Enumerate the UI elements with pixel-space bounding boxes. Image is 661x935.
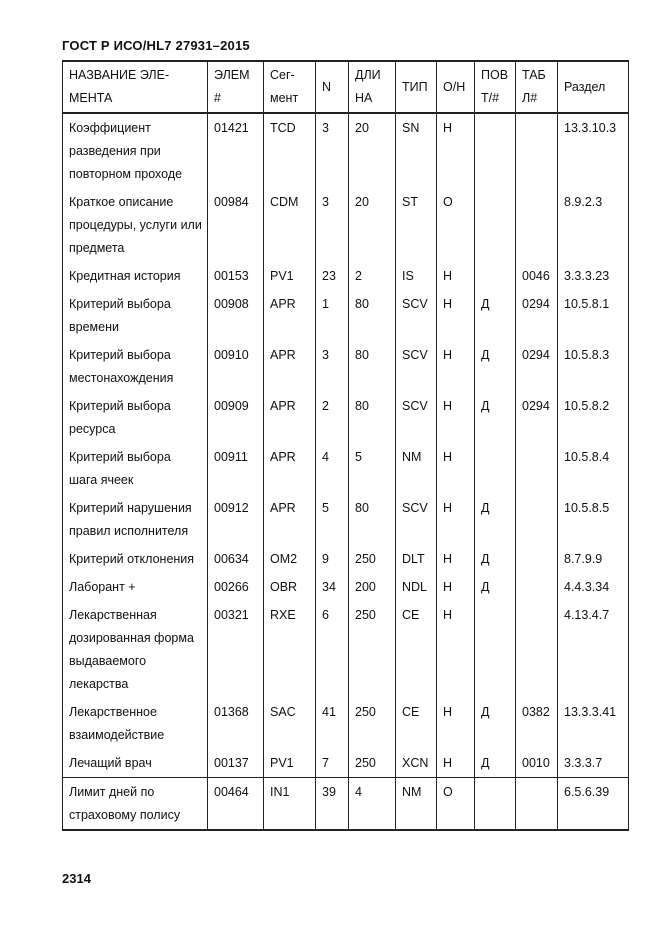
cell-length: 80 xyxy=(349,341,396,392)
cell-elem: 01368 xyxy=(208,698,264,749)
column-header-type: ТИП xyxy=(396,61,437,113)
cell-oh: Н xyxy=(437,749,475,778)
table-row xyxy=(63,749,629,778)
table-row xyxy=(63,188,629,262)
cell-length: 250 xyxy=(349,545,396,573)
cell-repeat: Д xyxy=(475,749,516,778)
cell-n: 3 xyxy=(316,341,349,392)
table-row xyxy=(63,113,629,188)
cell-repeat xyxy=(475,443,516,494)
cell-length: 2 xyxy=(349,262,396,290)
cell-oh: О xyxy=(437,188,475,262)
cell-table: 0294 xyxy=(516,392,558,443)
cell-n: 9 xyxy=(316,545,349,573)
cell-repeat: Д xyxy=(475,545,516,573)
cell-section: 10.5.8.1 xyxy=(558,290,629,341)
cell-table: 0294 xyxy=(516,290,558,341)
cell-name: Кредитная история xyxy=(63,262,208,290)
cell-repeat: Д xyxy=(475,494,516,545)
cell-section: 4.4.3.34 xyxy=(558,573,629,601)
elements-table xyxy=(62,60,629,831)
cell-length: 80 xyxy=(349,392,396,443)
cell-repeat: Д xyxy=(475,290,516,341)
cell-elem: 00153 xyxy=(208,262,264,290)
table-header-row xyxy=(63,61,629,113)
cell-name: Критерий нарушения правил исполнителя xyxy=(63,494,208,545)
cell-elem: 00908 xyxy=(208,290,264,341)
cell-table xyxy=(516,188,558,262)
cell-name: Лаборант + xyxy=(63,573,208,601)
cell-elem: 00984 xyxy=(208,188,264,262)
table-row xyxy=(63,778,629,831)
document-title: ГОСТ Р ИСО/HL7 27931–2015 xyxy=(62,38,250,53)
cell-repeat: Д xyxy=(475,392,516,443)
cell-name: Лечащий врач xyxy=(63,749,208,778)
column-header-length: ДЛИ НА xyxy=(349,61,396,113)
cell-segment: PV1 xyxy=(264,262,316,290)
cell-type: SCV xyxy=(396,494,437,545)
column-header-table: ТАБ Л# xyxy=(516,61,558,113)
cell-segment: IN1 xyxy=(264,778,316,831)
cell-section: 3.3.3.7 xyxy=(558,749,629,778)
cell-segment: APR xyxy=(264,494,316,545)
cell-section: 3.3.3.23 xyxy=(558,262,629,290)
cell-section: 13.3.3.41 xyxy=(558,698,629,749)
cell-n: 2 xyxy=(316,392,349,443)
table-row xyxy=(63,573,629,601)
cell-repeat: Д xyxy=(475,341,516,392)
table-row xyxy=(63,494,629,545)
cell-name: Краткое описание процедуры, услуги или предмета xyxy=(63,188,208,262)
cell-segment: PV1 xyxy=(264,749,316,778)
cell-type: NDL xyxy=(396,573,437,601)
cell-table: 0382 xyxy=(516,698,558,749)
table-row xyxy=(63,341,629,392)
cell-segment: APR xyxy=(264,392,316,443)
cell-table xyxy=(516,601,558,698)
cell-name: Критерий отклонения xyxy=(63,545,208,573)
cell-length: 200 xyxy=(349,573,396,601)
cell-segment: APR xyxy=(264,290,316,341)
cell-n: 6 xyxy=(316,601,349,698)
cell-n: 23 xyxy=(316,262,349,290)
cell-type: ST xyxy=(396,188,437,262)
cell-n: 1 xyxy=(316,290,349,341)
cell-type: DLT xyxy=(396,545,437,573)
cell-length: 80 xyxy=(349,494,396,545)
column-header-section: Раздел xyxy=(558,61,629,113)
cell-length: 250 xyxy=(349,749,396,778)
cell-segment: APR xyxy=(264,341,316,392)
cell-repeat xyxy=(475,188,516,262)
cell-table xyxy=(516,545,558,573)
cell-elem: 00912 xyxy=(208,494,264,545)
table-row xyxy=(63,545,629,573)
cell-elem: 00321 xyxy=(208,601,264,698)
cell-oh: Н xyxy=(437,341,475,392)
column-header-oh: О/Н xyxy=(437,61,475,113)
cell-type: SCV xyxy=(396,341,437,392)
cell-repeat xyxy=(475,113,516,188)
column-header-n: N xyxy=(316,61,349,113)
cell-name: Критерий выбора времени xyxy=(63,290,208,341)
table-row xyxy=(63,392,629,443)
cell-segment: SAC xyxy=(264,698,316,749)
cell-type: NM xyxy=(396,778,437,831)
cell-n: 5 xyxy=(316,494,349,545)
cell-segment: OM2 xyxy=(264,545,316,573)
table-row xyxy=(63,601,629,698)
cell-oh: Н xyxy=(437,573,475,601)
cell-elem: 00137 xyxy=(208,749,264,778)
cell-n: 34 xyxy=(316,573,349,601)
cell-name: Лекарственное взаимодействие xyxy=(63,698,208,749)
cell-section: 13.3.10.3 xyxy=(558,113,629,188)
cell-section: 10.5.8.2 xyxy=(558,392,629,443)
cell-type: SN xyxy=(396,113,437,188)
cell-type: NM xyxy=(396,443,437,494)
cell-n: 3 xyxy=(316,113,349,188)
cell-section: 10.5.8.5 xyxy=(558,494,629,545)
cell-section: 10.5.8.4 xyxy=(558,443,629,494)
cell-name: Критерий выбора шага ячеек xyxy=(63,443,208,494)
cell-n: 7 xyxy=(316,749,349,778)
cell-n: 41 xyxy=(316,698,349,749)
cell-oh: Н xyxy=(437,113,475,188)
cell-oh: Н xyxy=(437,601,475,698)
cell-table xyxy=(516,778,558,831)
cell-segment: CDM xyxy=(264,188,316,262)
cell-name: Критерий выбора местонахождения xyxy=(63,341,208,392)
cell-elem: 00464 xyxy=(208,778,264,831)
cell-length: 250 xyxy=(349,698,396,749)
cell-oh: Н xyxy=(437,290,475,341)
cell-repeat xyxy=(475,262,516,290)
cell-table xyxy=(516,443,558,494)
cell-name: Критерий выбора ресурса xyxy=(63,392,208,443)
cell-segment: TCD xyxy=(264,113,316,188)
cell-type: IS xyxy=(396,262,437,290)
cell-section: 8.7.9.9 xyxy=(558,545,629,573)
cell-table xyxy=(516,113,558,188)
cell-length: 4 xyxy=(349,778,396,831)
cell-table xyxy=(516,494,558,545)
cell-repeat: Д xyxy=(475,698,516,749)
page-number: 2314 xyxy=(62,871,91,886)
cell-section: 8.9.2.3 xyxy=(558,188,629,262)
cell-name: Лимит дней по страховому полису xyxy=(63,778,208,831)
cell-type: XCN xyxy=(396,749,437,778)
table-row xyxy=(63,262,629,290)
cell-oh: Н xyxy=(437,443,475,494)
column-header-repeat: ПОВ Т/# xyxy=(475,61,516,113)
cell-length: 5 xyxy=(349,443,396,494)
column-header-elem: ЭЛЕМ # xyxy=(208,61,264,113)
cell-type: CE xyxy=(396,698,437,749)
cell-name: Коэффициент разведения при повторном проходе xyxy=(63,113,208,188)
table-row xyxy=(63,290,629,341)
cell-length: 20 xyxy=(349,188,396,262)
table-row xyxy=(63,443,629,494)
cell-segment: APR xyxy=(264,443,316,494)
cell-elem: 01421 xyxy=(208,113,264,188)
cell-elem: 00910 xyxy=(208,341,264,392)
cell-repeat xyxy=(475,778,516,831)
cell-name: Лекарственная дозированная форма выдаваемого лекарства xyxy=(63,601,208,698)
cell-elem: 00909 xyxy=(208,392,264,443)
cell-segment: RXE xyxy=(264,601,316,698)
column-header-segment: Сег-мент xyxy=(264,61,316,113)
cell-oh: Н xyxy=(437,698,475,749)
cell-n: 39 xyxy=(316,778,349,831)
cell-oh: О xyxy=(437,778,475,831)
cell-length: 250 xyxy=(349,601,396,698)
cell-segment: OBR xyxy=(264,573,316,601)
cell-oh: Н xyxy=(437,262,475,290)
cell-section: 4.13.4.7 xyxy=(558,601,629,698)
table-row xyxy=(63,698,629,749)
cell-repeat xyxy=(475,601,516,698)
cell-oh: Н xyxy=(437,545,475,573)
cell-n: 3 xyxy=(316,188,349,262)
column-header-name: НАЗВАНИЕ ЭЛЕ-МЕНТА xyxy=(63,61,208,113)
cell-repeat: Д xyxy=(475,573,516,601)
table-body xyxy=(63,113,629,830)
cell-table: 0046 xyxy=(516,262,558,290)
cell-type: CE xyxy=(396,601,437,698)
cell-oh: Н xyxy=(437,392,475,443)
cell-table xyxy=(516,573,558,601)
cell-type: SCV xyxy=(396,392,437,443)
cell-length: 80 xyxy=(349,290,396,341)
cell-elem: 00911 xyxy=(208,443,264,494)
cell-elem: 00266 xyxy=(208,573,264,601)
cell-table: 0010 xyxy=(516,749,558,778)
cell-elem: 00634 xyxy=(208,545,264,573)
cell-type: SCV xyxy=(396,290,437,341)
cell-section: 6.5.6.39 xyxy=(558,778,629,831)
cell-length: 20 xyxy=(349,113,396,188)
cell-table: 0294 xyxy=(516,341,558,392)
cell-section: 10.5.8.3 xyxy=(558,341,629,392)
cell-oh: Н xyxy=(437,494,475,545)
cell-n: 4 xyxy=(316,443,349,494)
